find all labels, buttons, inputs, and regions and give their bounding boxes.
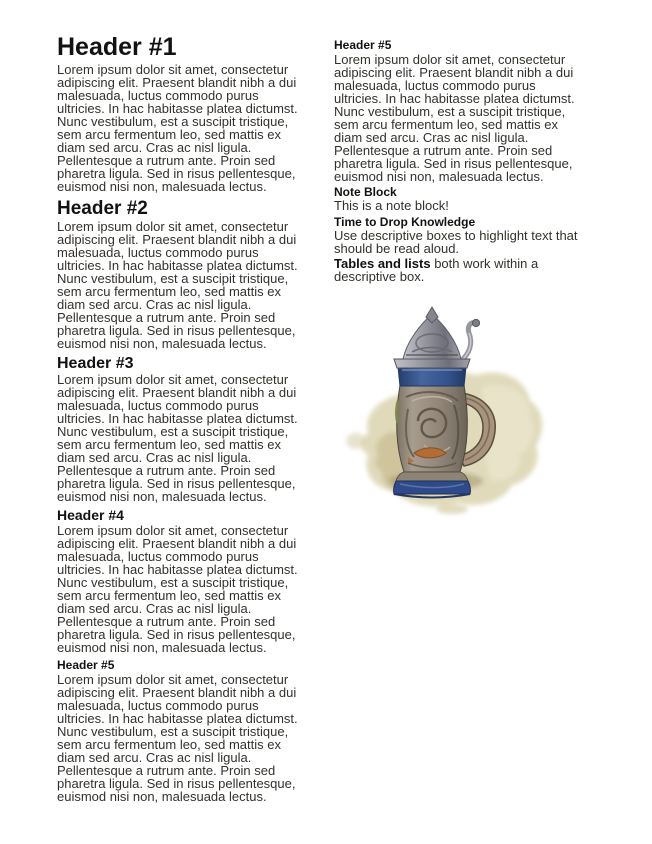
stein-base — [394, 472, 471, 498]
stein-lid — [403, 307, 461, 359]
header-2: Header #2 — [57, 198, 148, 219]
tables-lists-bold: Tables and lists — [334, 256, 431, 271]
tables-lists-rest: both work within a descriptive box. — [334, 256, 539, 284]
header-4: Header #4 — [57, 507, 124, 523]
header-3: Header #3 — [57, 355, 134, 372]
left-column — [57, 34, 307, 803]
tables-lists-note — [334, 257, 584, 283]
paragraph-6: Lorem ipsum dolor sit amet, consectetur adipiscing elit. Praesent blandit nibh a dui malesuada, luctus commodo purus ultricies. In hac habitasse platea dictumst. Nunc vestibulum, est a suscipit tristique, sem arcu fermentum leo, sed mattis ex diam sed arcu. Cras ac nisl ligula. Pellentesque a rutrum ante. Proin sed pharetra ligula. Sed in risus pellentesque, euismod nisi non, malesuada lectus. — [334, 52, 575, 184]
knowledge-block-text: Use descriptive boxes to highlight text that should be read aloud. — [334, 228, 578, 256]
header-5-right: Header #5 — [334, 38, 392, 52]
stein-body — [397, 385, 468, 472]
beer-stein-illustration — [334, 305, 584, 517]
paragraph-5: Lorem ipsum dolor sit amet, consectetur adipiscing elit. Praesent blandit nibh a dui malesuada, luctus commodo purus ultricies. In hac habitasse platea dictumst. Nunc vestibulum, est a suscipit tristique, sem arcu fermentum leo, sed mattis ex diam sed arcu. Cras ac nisl ligula. Pellentesque a rutrum ante. Proin sed pharetra ligula. Sed in risus pellentesque, euismod nisi non, malesuada lectus. — [57, 672, 298, 804]
doc-section-4 — [57, 508, 307, 654]
paragraph-2: Lorem ipsum dolor sit amet, consectetur adipiscing elit. Praesent blandit nibh a dui malesuada, luctus commodo purus ultricies. In hac habitasse platea dictumst. Nunc vestibulum, est a suscipit tristique, sem arcu fermentum leo, sed mattis ex diam sed arcu. Cras ac nisl ligula. Pellentesque a rutrum ante. Proin sed pharetra ligula. Sed in risus pellentesque, euismod nisi non, malesuada lectus. — [57, 219, 298, 351]
doc-section-1 — [57, 34, 307, 193]
doc-section-5 — [57, 659, 307, 803]
knowledge-block-title: Time to Drop Knowledge — [334, 215, 476, 229]
beer-stein-watercolor-image — [334, 305, 584, 517]
doc-section-3 — [57, 355, 307, 503]
stein-top-band — [394, 359, 470, 386]
right-column — [334, 34, 584, 803]
header-1: Header #1 — [57, 33, 177, 61]
doc-section-2 — [57, 198, 307, 350]
note-block-text: This is a note block! — [334, 198, 449, 213]
doc-section-6 — [334, 39, 584, 183]
paragraph-4: Lorem ipsum dolor sit amet, consectetur adipiscing elit. Praesent blandit nibh a dui malesuada, luctus commodo purus ultricies. In hac habitasse platea dictumst. Nunc vestibulum, est a suscipit tristique, sem arcu fermentum leo, sed mattis ex diam sed arcu. Cras ac nisl ligula. Pellentesque a rutrum ante. Proin sed pharetra ligula. Sed in risus pellentesque, euismod nisi non, malesuada lectus. — [57, 523, 298, 655]
header-5-left: Header #5 — [57, 658, 115, 672]
paragraph-3: Lorem ipsum dolor sit amet, consectetur adipiscing elit. Praesent blandit nibh a dui malesuada, luctus commodo purus ultricies. In hac habitasse platea dictumst. Nunc vestibulum, est a suscipit tristique, sem arcu fermentum leo, sed mattis ex diam sed arcu. Cras ac nisl ligula. Pellentesque a rutrum ante. Proin sed pharetra ligula. Sed in risus pellentesque, euismod nisi non, malesuada lectus. — [57, 372, 298, 504]
paragraph-1: Lorem ipsum dolor sit amet, consectetur adipiscing elit. Praesent blandit nibh a dui malesuada, luctus commodo purus ultricies. In hac habitasse platea dictumst. Nunc vestibulum, est a suscipit tristique, sem arcu fermentum leo, sed mattis ex diam sed arcu. Cras ac nisl ligula. Pellentesque a rutrum ante. Proin sed pharetra ligula. Sed in risus pellentesque, euismod nisi non, malesuada lectus. — [57, 62, 298, 194]
note-block-title: Note Block — [334, 185, 397, 199]
